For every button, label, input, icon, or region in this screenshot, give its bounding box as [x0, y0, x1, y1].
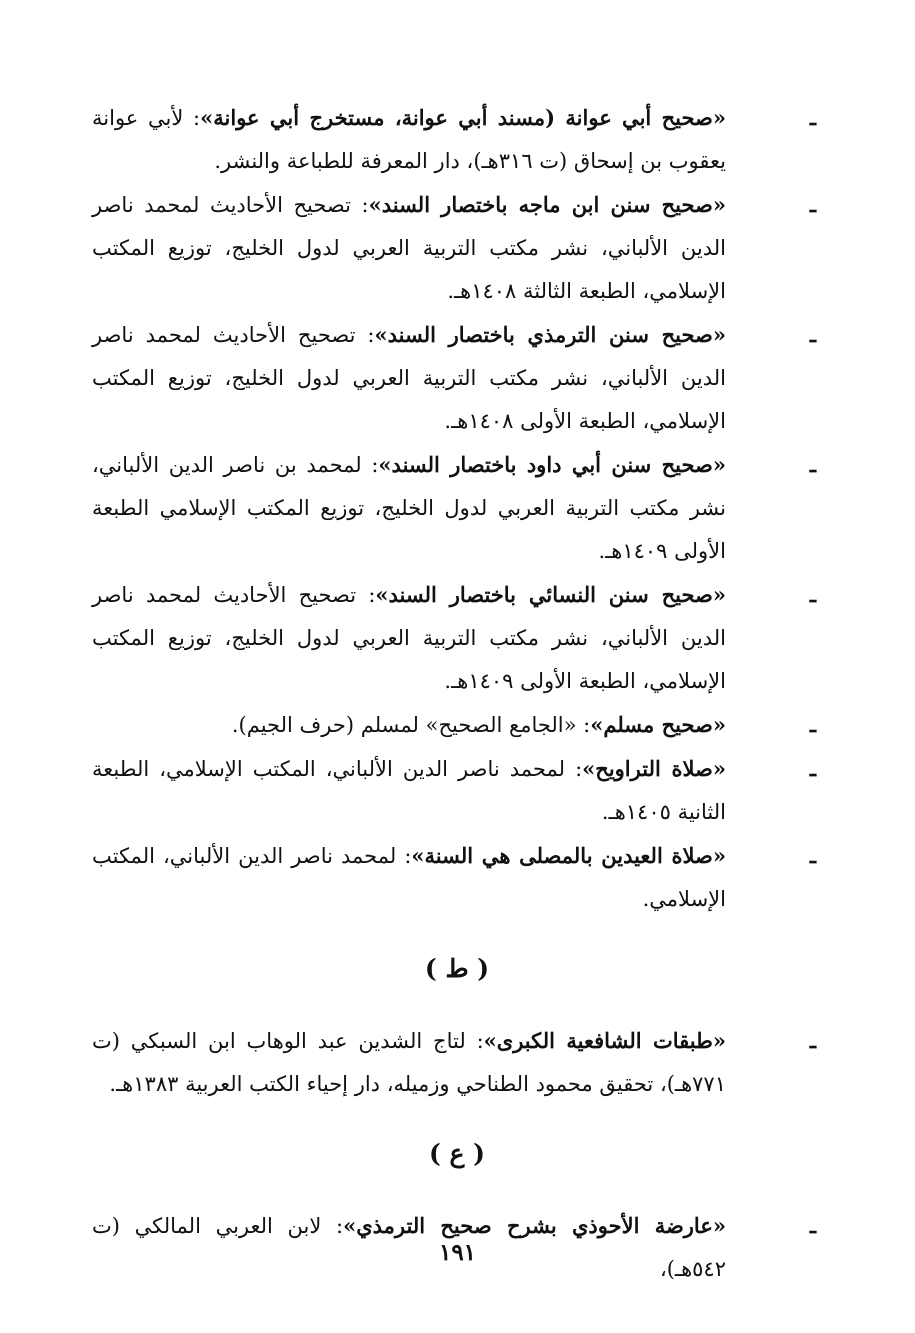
- entry-dash: ـ: [809, 756, 816, 781]
- bibliography-entry: [92, 747, 822, 834]
- entry-body: : تصحيح الأحاديث لمحمد ناصر الدين الألباني، نشر مكتب التربية العربي لدول الخليج، توزيع المكتب الإسلامي، الطبعة الثالثة ١٤٠٨هـ.: [92, 193, 726, 303]
- bibliography-entry: [92, 573, 822, 703]
- entry-title: «صلاة العيدين بالمصلى هي السنة»: [411, 843, 726, 868]
- entry-title: «صحيح سنن أبي داود باختصار السند»: [378, 452, 726, 477]
- entry-dash: ـ: [809, 712, 816, 737]
- entry-body: : لابن العربي المالكي (ت ٥٤٢هـ)،: [92, 1214, 726, 1281]
- section-heading-ayn: ( ع ): [429, 1139, 485, 1168]
- bibliography-entry: [92, 1019, 822, 1106]
- entry-dash: ـ: [809, 192, 816, 217]
- bibliography-entry: [92, 96, 822, 183]
- entries-list-top: [92, 96, 822, 921]
- entry-title: «صحيح مسلم»: [590, 712, 726, 737]
- entry-title: «صلاة التراويح»: [582, 756, 726, 781]
- bibliography-entry: [92, 313, 822, 443]
- entry-title: «صحيح أبي عوانة (مسند أبي عوانة، مستخرج أبي عوانة»: [200, 105, 726, 130]
- entry-body: : تصحيح الأحاديث لمحمد ناصر الدين الألباني، نشر مكتب التربية العربي لدول الخليج، توزيع المكتب الإسلامي، الطبعة الأولى ١٤٠٨هـ.: [92, 323, 726, 433]
- bibliography-entry: [92, 443, 822, 573]
- entry-body: : «الجامع الصحيح» لمسلم (حرف الجيم).: [231, 713, 591, 737]
- page: [92, 96, 822, 1291]
- bibliography-entry: [92, 834, 822, 921]
- section-heading-ta: ( ط ): [424, 954, 490, 983]
- entry-body: : لمحمد ناصر الدين الألباني، المكتب الإسلامي، الطبعة الثانية ١٤٠٥هـ.: [92, 757, 726, 824]
- entry-title: «صحيح سنن النسائي باختصار السند»: [375, 582, 726, 607]
- entry-dash: ـ: [809, 452, 816, 477]
- entry-dash: ـ: [809, 843, 816, 868]
- entry-body: : لمحمد ناصر الدين الألباني، المكتب الإسلامي.: [92, 844, 726, 911]
- entry-title: «صحيح سنن ابن ماجه باختصار السند»: [368, 192, 726, 217]
- bibliography-entry: [92, 183, 822, 313]
- page-number: ١٩١: [438, 1239, 477, 1266]
- entry-dash: ـ: [809, 105, 816, 130]
- entry-body: : لتاج الشدين عبد الوهاب ابن السبكي (ت ٧٧١هـ)، تحقيق محمود الطناحي وزميله، دار إحياء الكتب العربية ١٣٨٣هـ.: [92, 1029, 726, 1096]
- entry-body: : لمحمد بن ناصر الدين الألباني، نشر مكتب التربية العربي لدول الخليج، توزيع المكتب الإسلامي الطبعة الأولى ١٤٠٩هـ.: [92, 453, 726, 563]
- entry-title: «صحيح سنن الترمذي باختصار السند»: [374, 322, 726, 347]
- bibliography-entry: [92, 703, 822, 747]
- entry-dash: ـ: [809, 1213, 816, 1238]
- entry-title: «طبقات الشافعية الكبرى»: [483, 1028, 726, 1053]
- entry-title: «عارضة الأحوذي بشرح صحيح الترمذي»: [343, 1213, 726, 1238]
- entry-dash: ـ: [809, 322, 816, 347]
- entry-dash: ـ: [809, 582, 816, 607]
- entries-list-ta: [92, 1019, 822, 1106]
- entry-dash: ـ: [809, 1028, 816, 1053]
- entry-body: : تصحيح الأحاديث لمحمد ناصر الدين الألباني، نشر مكتب التربية العربي لدول الخليج، توزيع المكتب الإسلامي، الطبعة الأولى ١٤٠٩هـ.: [92, 583, 726, 693]
- entry-body: : لأبي عوانة يعقوب بن إسحاق (ت ٣١٦هـ)، دار المعرفة للطباعة والنشر.: [92, 106, 726, 173]
